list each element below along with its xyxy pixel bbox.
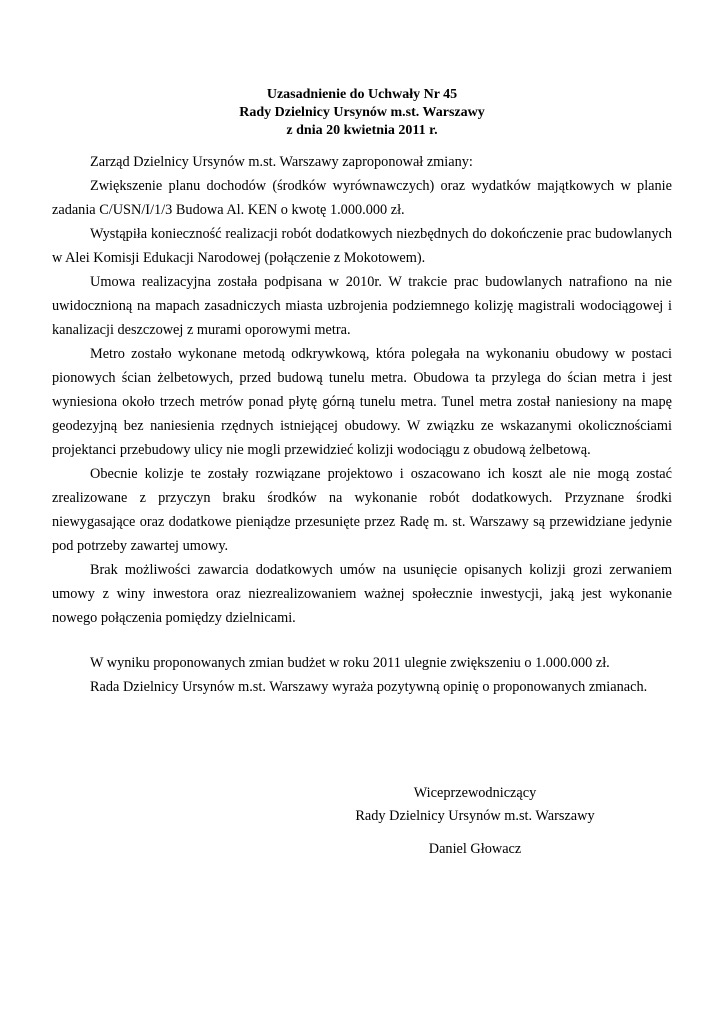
title-line-2: Rady Dzielnicy Ursynów m.st. Warszawy (239, 105, 485, 120)
paragraph-additional-works: Wystąpiła konieczność realizacji robót dodatkowych niezbędnych do dokończenie prac budowlanych w Alei Komisji Edukacji Narodowej (połączenie z Mokotowem). (52, 226, 672, 266)
paragraph-gap (52, 630, 672, 651)
paragraph-contract: Umowa realizacyjna została podpisana w 2010r. W trakcie prac budowlanych natrafiono na nie uwidocznioną na mapach zasadniczych miasta uzbrojenia podziemnego kolizję magistrali wodociągowej i kanalizacji deszczowej z murami oporowymi metra. (52, 274, 672, 338)
signature-name: Daniel Głowacz (428, 841, 522, 857)
title-line-3: z dnia 20 kwietnia 2011 r. (286, 123, 438, 138)
signature-block (340, 782, 610, 861)
signature-role: Wiceprzewodniczący (413, 785, 537, 801)
paragraph-metro-method: Metro zostało wykonane metodą odkrywkową, która polegała na wykonaniu obudowy w postaci pionowych ścian żelbetowych, przed budową tunelu metra. Obudowa ta przylega do ścian metra i jest wyniesiona około trzech metrów ponad płytę górną tunelu metra. Tunel metra został naniesiony na mapę geodezyjną bez naniesienia rzędnych istniejącej obudowy. W związku ze wskazanymi okolicznościami projektanci przebudowy ulicy nie mogli przewidzieć kolizji wodociągu z obudową żelbetową. (52, 346, 672, 458)
paragraph-intro: Zarząd Dzielnicy Ursynów m.st. Warszawy zaproponował zmiany: (90, 154, 473, 170)
paragraph-opinion: Rada Dzielnicy Ursynów m.st. Warszawy wyraża pozytywną opinię o proponowanych zmianach. (90, 679, 648, 695)
paragraph-budget-increase: Zwiększenie planu dochodów (środków wyrównawczych) oraz wydatków majątkowych w planie zadania C/USN/I/1/3 Budowa Al. KEN o kwotę 1.000.000 zł. (52, 178, 672, 218)
paragraph-budget-result: W wyniku proponowanych zmian budżet w roku 2011 ulegnie zwiększeniu o 1.000.000 zł. (90, 655, 610, 671)
document-body (52, 150, 672, 699)
paragraph-risk: Brak możliwości zawarcia dodatkowych umów na usunięcie opisanych kolizji grozi zerwaniem umowy z winy inwestora oraz niezrealizowaniem ważnej społecznie inwestycji, jaką jest wykonanie nowego połączenia pomiędzy dzielnicami. (52, 562, 672, 626)
title-line-1: Uzasadnienie do Uchwały Nr 45 (266, 87, 458, 102)
document-title (0, 86, 724, 140)
signature-council: Rady Dzielnicy Ursynów m.st. Warszawy (355, 808, 595, 824)
paragraph-collisions-resolved: Obecnie kolizje te zostały rozwiązane projektowo i oszacowano ich koszt ale nie mogą zostać zrealizowane z przyczyn braku środków na wykonanie robót dodatkowych. Przyznane środki niewygasające oraz dodatkowe pieniądze przesunięte przez Radę m. st. Warszawy są przewidziane jedynie pod potrzeby zawartej umowy. (52, 466, 672, 554)
